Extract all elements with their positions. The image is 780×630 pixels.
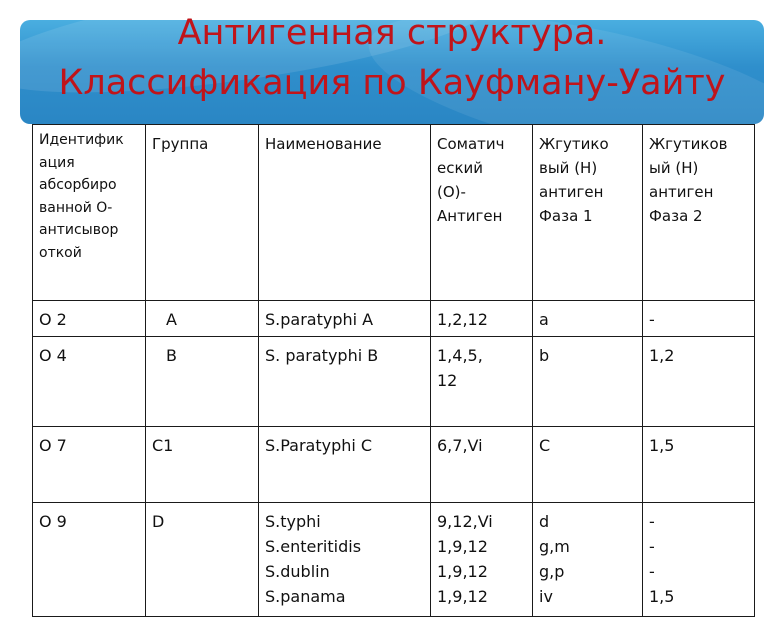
table-cell: C — [533, 427, 643, 503]
table-row — [33, 337, 755, 427]
table-cell: b — [533, 337, 643, 427]
table-header-row — [33, 125, 755, 301]
header-cell: Группа — [146, 125, 259, 301]
table-cell: S.Paratyphi C — [259, 427, 431, 503]
table-cell: О 9 — [33, 503, 146, 617]
table-cell: D — [146, 503, 259, 617]
table-cell: - — [643, 301, 755, 337]
table-cell: 6,7,Vi — [431, 427, 533, 503]
header-cell: Наименование — [259, 125, 431, 301]
header-cell: Идентифик ация абсорбиро ванной О- антисывор откой — [33, 125, 146, 301]
table-cell: A — [146, 301, 259, 337]
header-cell: Жгутиков ый (Н) антиген Фаза 2 — [643, 125, 755, 301]
table-cell: C1 — [146, 427, 259, 503]
slide-title-line-1: Антигенная структура. — [177, 13, 607, 53]
header-cell: Соматич еский (О)- Антиген — [431, 125, 533, 301]
table-cell: - - - 1,5 — [643, 503, 755, 617]
table-cell: S.typhi S.enteritidis S.dublin S.panama — [259, 503, 431, 617]
table-cell: S.paratyphi A — [259, 301, 431, 337]
table-cell: О 7 — [33, 427, 146, 503]
table-cell: S. paratyphi B — [259, 337, 431, 427]
table-row — [33, 427, 755, 503]
table-cell: d g,m g,p iv — [533, 503, 643, 617]
kauffmann-white-table — [32, 124, 755, 617]
table-cell: О 4 — [33, 337, 146, 427]
table-cell: 1,4,5, 12 — [431, 337, 533, 427]
table-cell: B — [146, 337, 259, 427]
slide-title-line-2: Классификация по Кауфману-Уайту — [58, 63, 726, 103]
slide-title — [20, 8, 764, 108]
header-cell: Жгутико вый (Н) антиген Фаза 1 — [533, 125, 643, 301]
table-cell: 9,12,Vi 1,9,12 1,9,12 1,9,12 — [431, 503, 533, 617]
table-row — [33, 503, 755, 617]
table-cell: 1,2,12 — [431, 301, 533, 337]
table-cell: 1,5 — [643, 427, 755, 503]
table-row — [33, 301, 755, 337]
table-cell: О 2 — [33, 301, 146, 337]
table-cell: 1,2 — [643, 337, 755, 427]
table-cell: a — [533, 301, 643, 337]
